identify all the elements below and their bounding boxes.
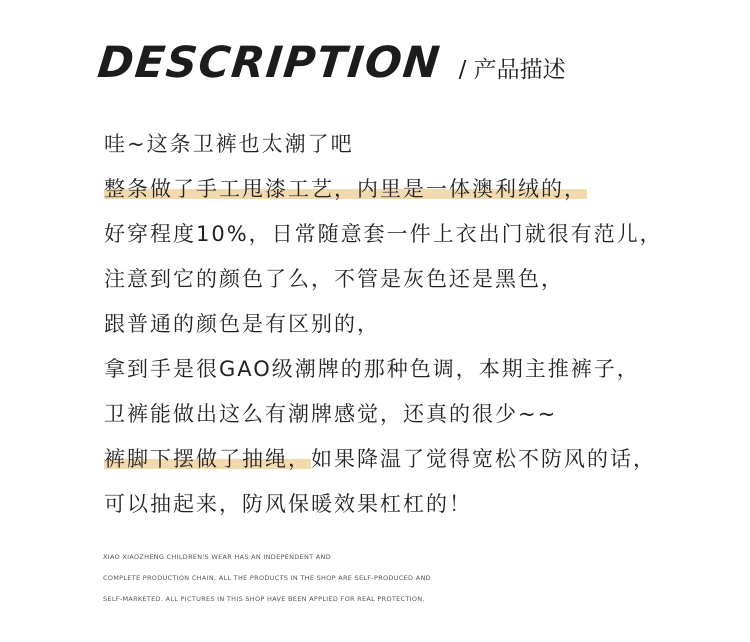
description-line bbox=[104, 259, 724, 304]
line-text: 哇~这条卫裤也太潮了吧 bbox=[104, 132, 354, 156]
brand-statement-line: XIAO XIAOZHENG CHILDREN'S WEAR HAS AN INDEPENDENT AND bbox=[103, 553, 332, 561]
highlighted-text: 裤脚下摆做了抽绳， bbox=[104, 447, 311, 471]
line-text: 卫裤能做出这么有潮牌感觉，还真的很少~~ bbox=[104, 402, 558, 426]
description-body bbox=[104, 124, 724, 529]
highlighted-text: 整条做了手工甩漆工艺，内里是一体澳利绒的， bbox=[104, 177, 587, 201]
line-text: 拿到手是很GAO级潮牌的那种色调，本期主推裤子， bbox=[104, 357, 640, 381]
line-text: 好穿程度10%，日常随意套一件上衣出门就很有范儿， bbox=[104, 222, 663, 246]
brand-statement-line: SELF-MARKETED. ALL PICTURES IN THIS SHOP HAVE BEEN APPLIED FOR REAL PROTECTION. bbox=[103, 595, 425, 603]
line-text: 可以抽起来，防风保暖效果杠杠的！ bbox=[104, 492, 472, 516]
description-line bbox=[104, 214, 724, 259]
page-subtitle: / 产品描述 bbox=[458, 57, 566, 83]
line-text: 如果降温了觉得宽松不防风的话， bbox=[311, 447, 656, 471]
description-line bbox=[104, 169, 724, 214]
description-line bbox=[104, 484, 724, 529]
line-text: 跟普通的颜色是有区别的， bbox=[104, 312, 380, 336]
line-text: 注意到它的颜色了么，不管是灰色还是黑色， bbox=[104, 267, 564, 291]
description-line bbox=[104, 304, 724, 349]
brand-statement-line: COMPLETE PRODUCTION CHAIN, ALL THE PRODUCTS IN THE SHOP ARE SELF-PRODUCED AND bbox=[103, 574, 431, 582]
description-line bbox=[104, 394, 724, 439]
description-line bbox=[104, 349, 724, 394]
brand-statement bbox=[103, 552, 523, 615]
description-header bbox=[95, 38, 566, 88]
description-line bbox=[104, 124, 724, 169]
page-title: DESCRIPTION bbox=[95, 38, 444, 88]
description-line bbox=[104, 439, 724, 484]
